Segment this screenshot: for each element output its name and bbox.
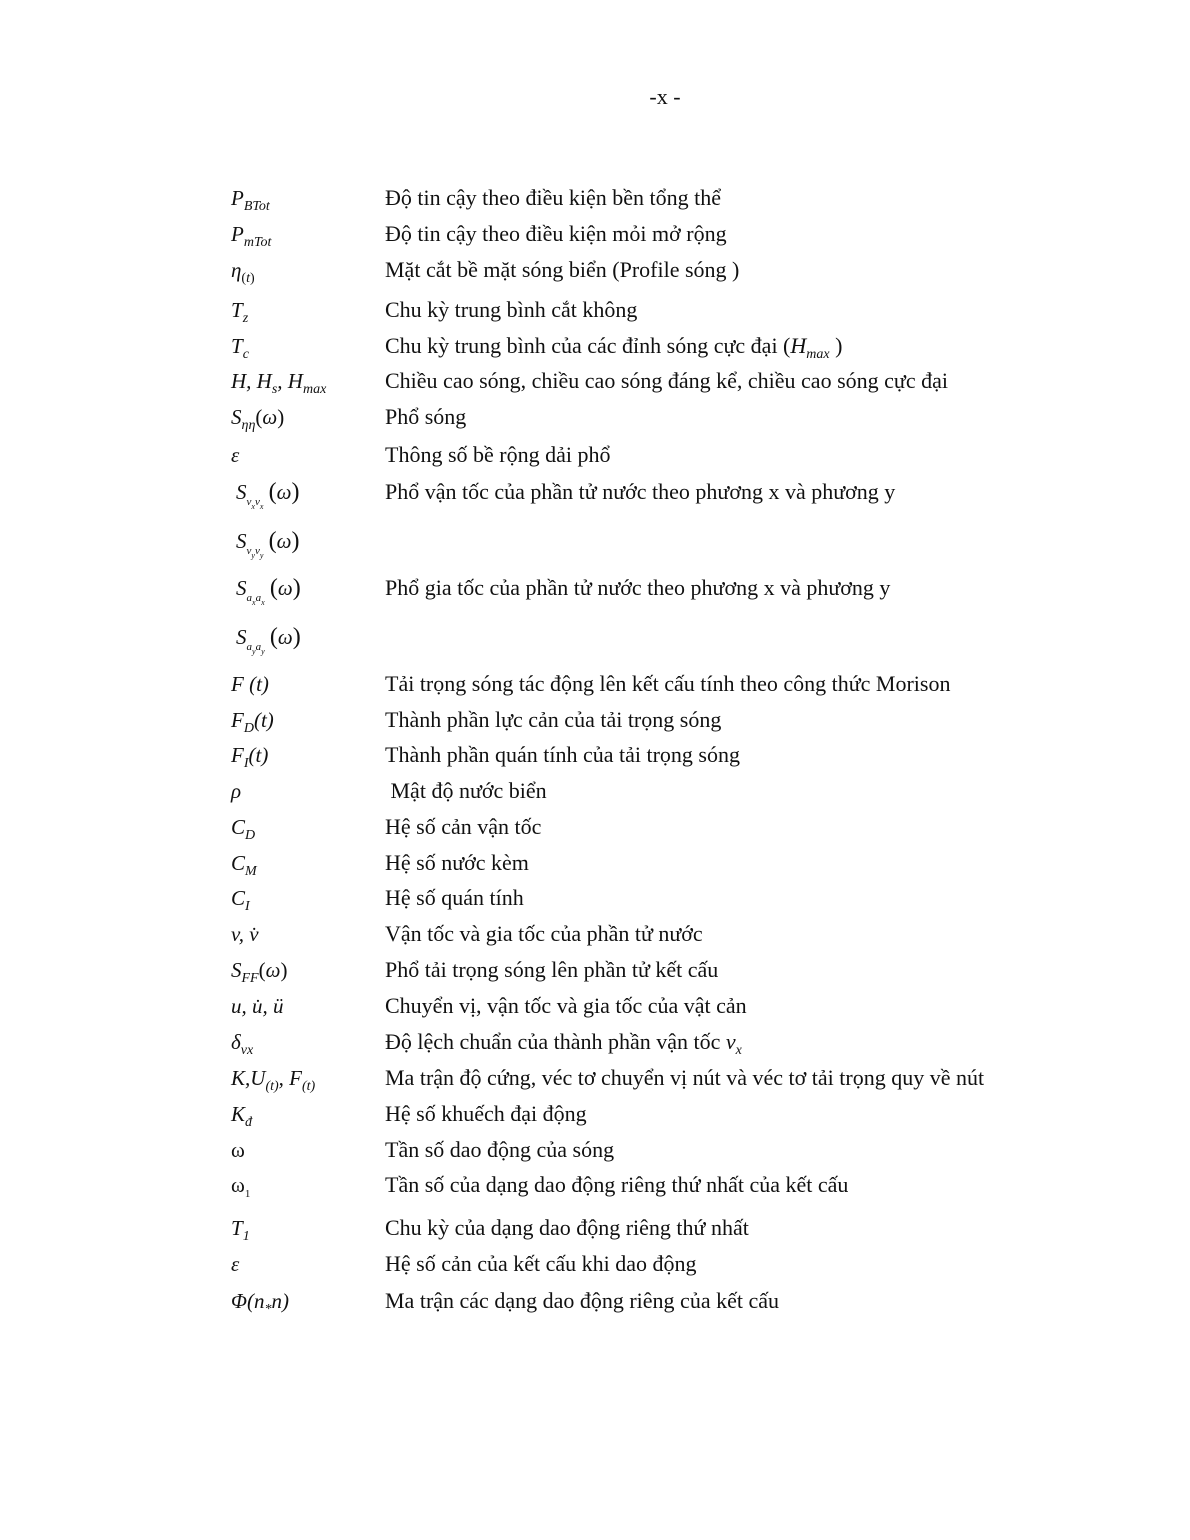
- description: Tải trọng sóng tác động lên kết cấu tính theo công thức Morison: [385, 671, 951, 696]
- list-item: [0, 441, 1190, 475]
- symbol: ε: [231, 443, 240, 467]
- list-item: [0, 256, 1190, 290]
- list-item: [0, 849, 1190, 883]
- list-item: [0, 184, 1190, 218]
- list-item: [0, 992, 1190, 1026]
- symbol: $S_{v_xv_x}$ (ω): [236, 479, 300, 511]
- symbol: $C_I$: [231, 886, 250, 914]
- description: Chu kỳ trung bình cắt không: [385, 297, 638, 322]
- description: Hệ số nước kèm: [385, 850, 529, 875]
- description: Phổ gia tốc của phần tử nước theo phương x và phương y: [385, 575, 891, 600]
- list-item: [0, 813, 1190, 847]
- list-item: [0, 527, 1190, 561]
- description: Chu kỳ của dạng dao động riêng thứ nhất: [385, 1215, 749, 1240]
- description: Phổ sóng: [385, 404, 467, 429]
- list-item: [0, 1214, 1190, 1248]
- list-item: [0, 1287, 1190, 1321]
- description: Ma trận các dạng dao động riêng của kết cấu: [385, 1288, 779, 1313]
- description: Ma trận độ cứng, véc tơ chuyển vị nút và véc tơ tải trọng quy về nút: [385, 1065, 985, 1090]
- symbol: v, v̇: [231, 922, 259, 946]
- symbol: u, u̇, ü: [231, 994, 284, 1018]
- description: Mặt cắt bề mặt sóng biển (Profile sóng ): [385, 257, 740, 282]
- list-item: [0, 1100, 1190, 1134]
- description: Phổ tải trọng sóng lên phần tử kết cấu: [385, 957, 719, 982]
- description: Mật độ nước biển: [385, 778, 547, 803]
- list-item: [0, 1136, 1190, 1170]
- description: Thông số bề rộng dải phổ: [385, 442, 611, 467]
- description: Độ tin cậy theo điều kiện mỏi mở rộng: [385, 221, 727, 246]
- list-item: [0, 1064, 1190, 1098]
- description: Độ lệch chuẩn của thành phần vận tốc $v_x$: [385, 1029, 742, 1058]
- description: Độ tin cậy theo điều kiện bền tổng thể: [385, 185, 722, 210]
- description: Phổ vận tốc của phần tử nước theo phương x và phương y: [385, 479, 896, 504]
- description: Chuyển vị, vận tốc và gia tốc của vật cản: [385, 993, 747, 1018]
- symbol: $\Phi(n_*n)$: [231, 1289, 289, 1317]
- symbol: $K_đ$: [231, 1102, 253, 1130]
- list-item: [0, 1250, 1190, 1284]
- list-item: [0, 1028, 1190, 1062]
- description: Thành phần lực cản của tải trọng sóng: [385, 707, 722, 732]
- description: Hệ số cản vận tốc: [385, 814, 542, 839]
- symbol: F (t): [231, 672, 269, 696]
- list-item: [0, 623, 1190, 657]
- list-item: [0, 367, 1190, 401]
- symbol: $S_{FF}(\omega)$: [231, 958, 288, 986]
- list-item: [0, 478, 1190, 512]
- description: Chiều cao sóng, chiều cao sóng đáng kể, chiều cao sóng cực đại: [385, 368, 948, 393]
- symbol: $S_{a_xa_x}$ (ω): [236, 575, 301, 607]
- symbol: $T_1$: [231, 1216, 250, 1244]
- list-item: [0, 403, 1190, 437]
- symbol: ε: [231, 1252, 240, 1276]
- symbol: $S_{v_yv_y}$ (ω): [236, 528, 300, 560]
- list-item: [0, 884, 1190, 918]
- list-item: [0, 741, 1190, 775]
- symbol: $P_{BTot}$: [231, 186, 270, 214]
- description: Hệ số cản của kết cấu khi dao động: [385, 1251, 697, 1276]
- page-number: -x -: [649, 84, 681, 109]
- symbol: H, $H_s$, $H_{max}$: [231, 369, 327, 397]
- list-item: [0, 670, 1190, 704]
- list-item: [0, 777, 1190, 811]
- symbol: $C_D$: [231, 815, 256, 843]
- list-item: [0, 220, 1190, 254]
- description: Hệ số quán tính: [385, 885, 524, 910]
- list-item: [0, 1171, 1190, 1205]
- description: Tần số của dạng dao động riêng thứ nhất của kết cấu: [385, 1172, 849, 1197]
- symbol: $S_{a_ya_y}$ (ω): [236, 624, 301, 656]
- list-item: [0, 574, 1190, 608]
- symbol: $F_D(t)$: [231, 708, 274, 736]
- list-item: [0, 332, 1190, 366]
- list-item: [0, 956, 1190, 990]
- description: Vận tốc và gia tốc của phần tử nước: [385, 921, 703, 946]
- description: Thành phần quán tính của tải trọng sóng: [385, 742, 740, 767]
- list-item: [0, 706, 1190, 740]
- symbol: $\eta_{(t)}$: [231, 258, 255, 286]
- description: Hệ số khuếch đại động: [385, 1101, 587, 1126]
- symbol: $F_I(t)$: [231, 743, 269, 771]
- symbol: ρ: [231, 779, 242, 803]
- symbol: $\omega_1$: [231, 1173, 251, 1200]
- symbol: $P_{mTot}$: [231, 222, 272, 250]
- symbol: $S_{\eta\eta}(\omega)$: [231, 405, 285, 433]
- symbol: ω: [231, 1138, 245, 1162]
- symbol: $K,U_{(t)}$, $F_{(t)}$: [231, 1066, 316, 1094]
- list-item: [0, 296, 1190, 330]
- description: Tần số dao động của sóng: [385, 1137, 615, 1162]
- description: Chu kỳ trung bình của các đỉnh sóng cực đại ($H_{max}$ ): [385, 333, 843, 362]
- symbol: $\delta_{vx}$: [231, 1030, 254, 1058]
- list-item: [0, 920, 1190, 954]
- symbol: $T_z$: [231, 298, 249, 326]
- symbol: $C_M$: [231, 851, 257, 879]
- symbol: $T_c$: [231, 334, 249, 362]
